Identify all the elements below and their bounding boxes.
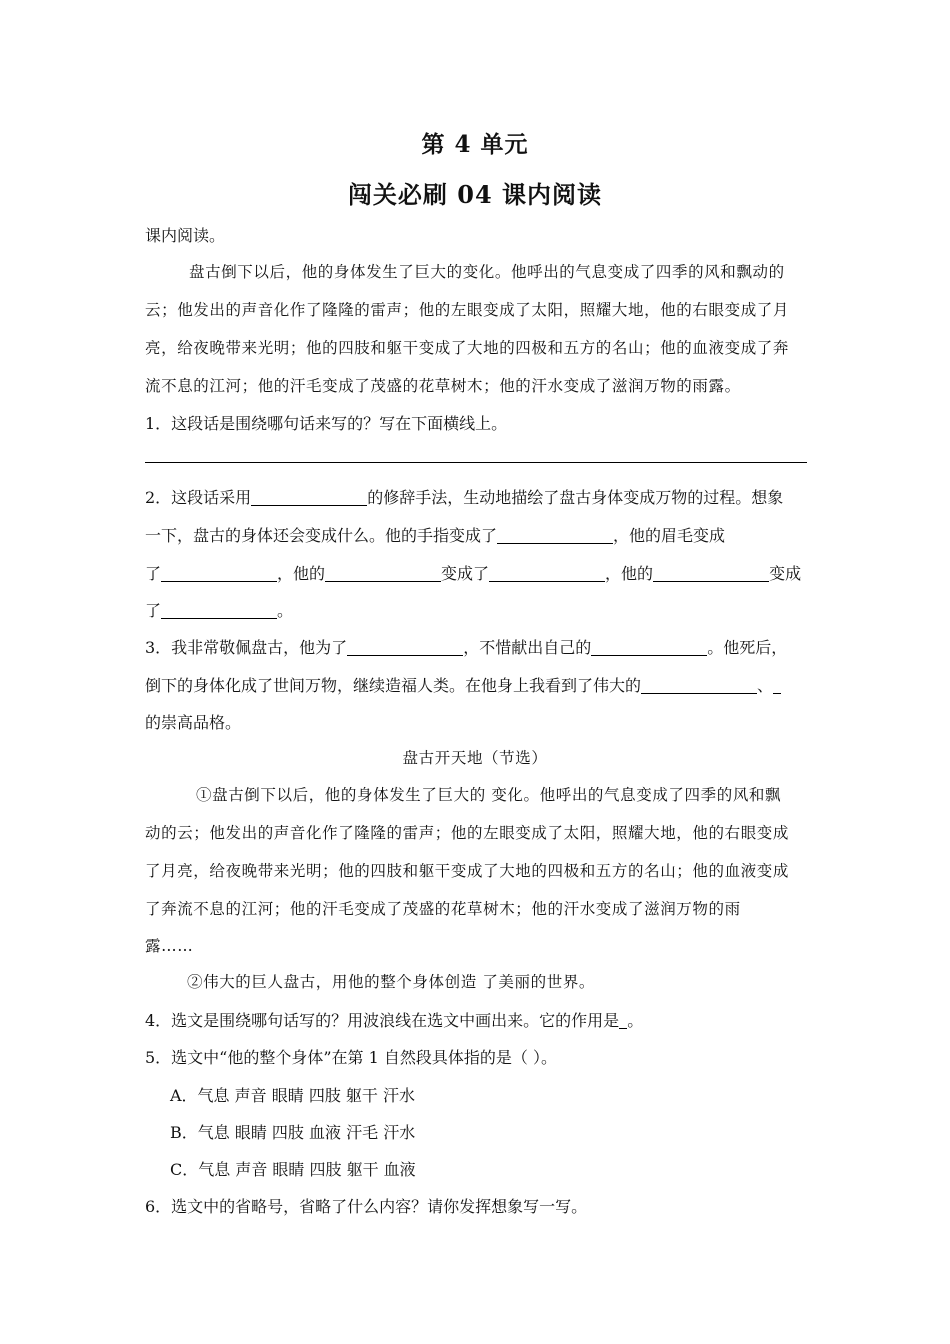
passage1-line: 盘古倒下以后，他的身体发生了巨大的变化。他呼出的气息变成了四季的风和飘动的 [189,263,785,281]
passage2-line: ②伟大的巨人盘古，用他的整个身体创造 了美丽的世界。 [187,973,596,991]
unit-title: 第 4 单元 [421,131,529,158]
question-3-text: ，不惜献出自己的 [463,638,592,657]
question-1: 1．这段话是围绕哪句话来写的？写在下面横线上。 [145,414,508,433]
question-3-line [145,673,781,696]
passage2-line: ①盘古倒下以后，他的身体发生了巨大的 变化。他呼出的气息变成了四季的风和飘 [196,786,782,804]
answer-blank[interactable] [641,677,757,694]
passage2-title: 盘古开天地（节选） [402,749,548,767]
question-2-text: 的修辞手法，生动地描绘了盘古身体变成万物的过程。想象 [367,488,784,507]
question-2-line [145,561,801,584]
question-3-text: 、 [757,676,774,695]
option-b[interactable]: B．气息 眼睛 四肢 血液 汗毛 汗水 [170,1123,416,1142]
question-2-line [145,598,293,621]
answer-blank[interactable] [325,565,441,582]
question-3-text: 3．我非常敬佩盘古，他为了 [145,638,348,657]
question-5-stem: 5．选文中“他的整个身体”在第 1 自然段具体指的是（ ）。 [145,1048,557,1067]
question-2-text: 一下，盘古的身体还会变成什么。他的手指变成了 [145,526,498,545]
question-3-line: 的崇高品格。 [145,713,242,732]
option-c[interactable]: C．气息 声音 眼睛 四肢 躯干 血液 [170,1160,416,1179]
answer-blank[interactable] [251,489,367,506]
passage1-line: 流不息的江河；他的汗毛变成了茂盛的花草树木；他的汗水变成了滋润万物的雨露。 [145,377,741,395]
answer-blank[interactable] [653,565,769,582]
question-4-text: 4．选文是围绕哪句话写的？用波浪线在选文中画出来。它的作用是 [145,1011,620,1030]
passage2-line: 动的云；他发出的声音化作了隆隆的雷声；他的左眼变成了太阳，照耀大地，他的右眼变成 [145,824,790,842]
question-3-text: 倒下的身体化成了世间万物，继续造福人类。在他身上我看到了伟大的 [145,676,642,695]
question-2-line [145,485,783,508]
answer-blank[interactable] [161,565,277,582]
question-2-text: ，他的眉毛变成 [613,526,726,545]
answer-blank[interactable] [773,677,781,694]
answer-blank[interactable] [619,1012,627,1029]
answer-blank[interactable] [591,639,707,656]
question-4-text: 。 [627,1011,644,1030]
question-6: 6．选文中的省略号，省略了什么内容？请你发挥想象写一写。 [145,1197,588,1216]
question-2-text: 。 [277,601,294,620]
answer-blank[interactable] [347,639,463,656]
passage2-line: 了奔流不息的江河；他的汗毛变成了茂盛的花草树木；他的汗水变成了滋润万物的雨 [145,900,741,918]
passage1-line: 云；他发出的声音化作了隆隆的雷声；他的左眼变成了太阳，照耀大地，他的右眼变成了月 [145,301,790,319]
question-2-text: ，他的 [277,564,326,583]
question-4-line [145,1008,643,1031]
answer-line[interactable] [145,462,807,463]
question-2-line [145,523,725,546]
passage1-line: 亮，给夜晚带来光明；他的四肢和躯干变成了大地的四极和五方的名山；他的血液变成了奔 [145,339,790,357]
passage2-line: 了月亮，给夜晚带来光明；他的四肢和躯干变成了大地的四极和五方的名山；他的血液变成 [145,862,790,880]
question-2-text: 了 [145,564,162,583]
worksheet-subtitle: 闯关必刷 04 课内阅读 [347,180,603,209]
option-a[interactable]: A．气息 声音 眼睛 四肢 躯干 汗水 [170,1086,415,1105]
question-2-text: 了 [145,601,162,620]
answer-blank[interactable] [497,527,613,544]
question-3-text: 。他死后， [707,638,788,657]
question-2-text: 变成 [769,564,802,583]
passage2-line: 露…… [145,937,194,955]
section-intro: 课内阅读。 [145,226,226,245]
question-2-text: 变成了 [441,564,490,583]
question-3-line [145,635,787,658]
answer-blank[interactable] [489,565,605,582]
question-2-text: 2．这段话采用 [145,488,252,507]
answer-blank[interactable] [161,602,277,619]
question-2-text: ，他的 [605,564,654,583]
